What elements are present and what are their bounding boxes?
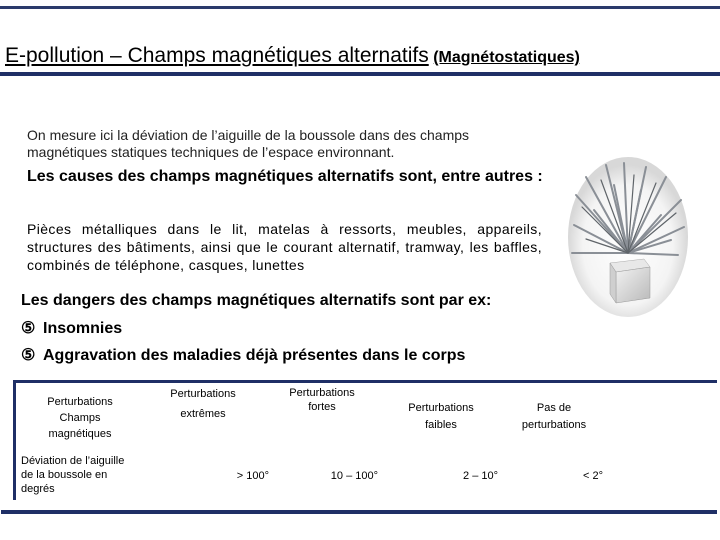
table-value-cell: 2 – 10° <box>463 470 498 482</box>
table-header-cell <box>267 386 377 414</box>
header-text: Champs <box>59 412 101 424</box>
row-label-text: de la boussole en <box>21 469 108 481</box>
table-header-cell <box>499 400 609 434</box>
danger-text: Insomnies <box>43 320 123 337</box>
header-text: Pas de <box>536 402 572 414</box>
row-label-text: Déviation de l’aiguille <box>21 455 125 467</box>
header-text: faibles <box>425 419 457 431</box>
intro-paragraph <box>27 127 547 161</box>
perturbation-table <box>13 380 718 500</box>
header-text: fortes <box>308 401 336 413</box>
header-text: magnétiques <box>48 428 112 440</box>
header-text: extrêmes <box>180 408 226 420</box>
header-text: Perturbations <box>289 387 355 399</box>
title-underline-bar <box>0 72 720 76</box>
header-text: Perturbations <box>47 396 113 408</box>
intro-line: magnétiques statiques techniques de l’espace environnant. <box>27 144 395 160</box>
intro-line: On mesure ici la déviation de l’aiguille de la boussole dans des champs <box>27 127 470 143</box>
causes-heading: Les causes des champs magnétiques alternatifs sont, entre autres : <box>27 168 543 185</box>
table-left-border <box>13 380 16 500</box>
header-text: perturbations <box>521 419 587 431</box>
title-sub: (Magnétostatiques) <box>433 49 580 66</box>
table-value-cell: < 2° <box>583 470 603 482</box>
top-rule <box>0 6 720 9</box>
table-header-cell <box>148 384 258 424</box>
dangers-heading: Les dangers des champs magnétiques alternatifs sont par ex: <box>21 292 492 309</box>
header-text: Perturbations <box>170 388 236 400</box>
row-label-text: degrés <box>21 483 55 495</box>
bullet-icon: ⑤ <box>21 320 36 337</box>
danger-item <box>21 345 465 365</box>
header-text: Perturbations <box>408 402 474 414</box>
magnet-with-needles-image <box>566 155 691 320</box>
danger-item <box>21 318 122 338</box>
table-header-cell <box>386 400 496 434</box>
table-value-cell: > 100° <box>236 470 269 482</box>
slide-title <box>5 44 580 68</box>
bullet-icon: ⑤ <box>21 347 36 364</box>
causes-list: Pièces métalliques dans le lit, matelas à ressorts, meubles, appareils, structures des bâtiments, ainsi que le courant alternatif, tramway, les baffles, combinés de téléphone, casques, lunettes <box>27 221 542 273</box>
table-top-border <box>13 380 717 383</box>
table-value-cell: 10 – 100° <box>330 470 378 482</box>
table-row-label <box>21 454 151 496</box>
title-main: E-pollution – Champs magnétiques alternatifs <box>5 44 429 67</box>
table-bottom-border <box>1 510 717 514</box>
table-header-cell <box>25 394 135 442</box>
danger-text: Aggravation des maladies déjà présentes dans le corps <box>43 347 466 364</box>
